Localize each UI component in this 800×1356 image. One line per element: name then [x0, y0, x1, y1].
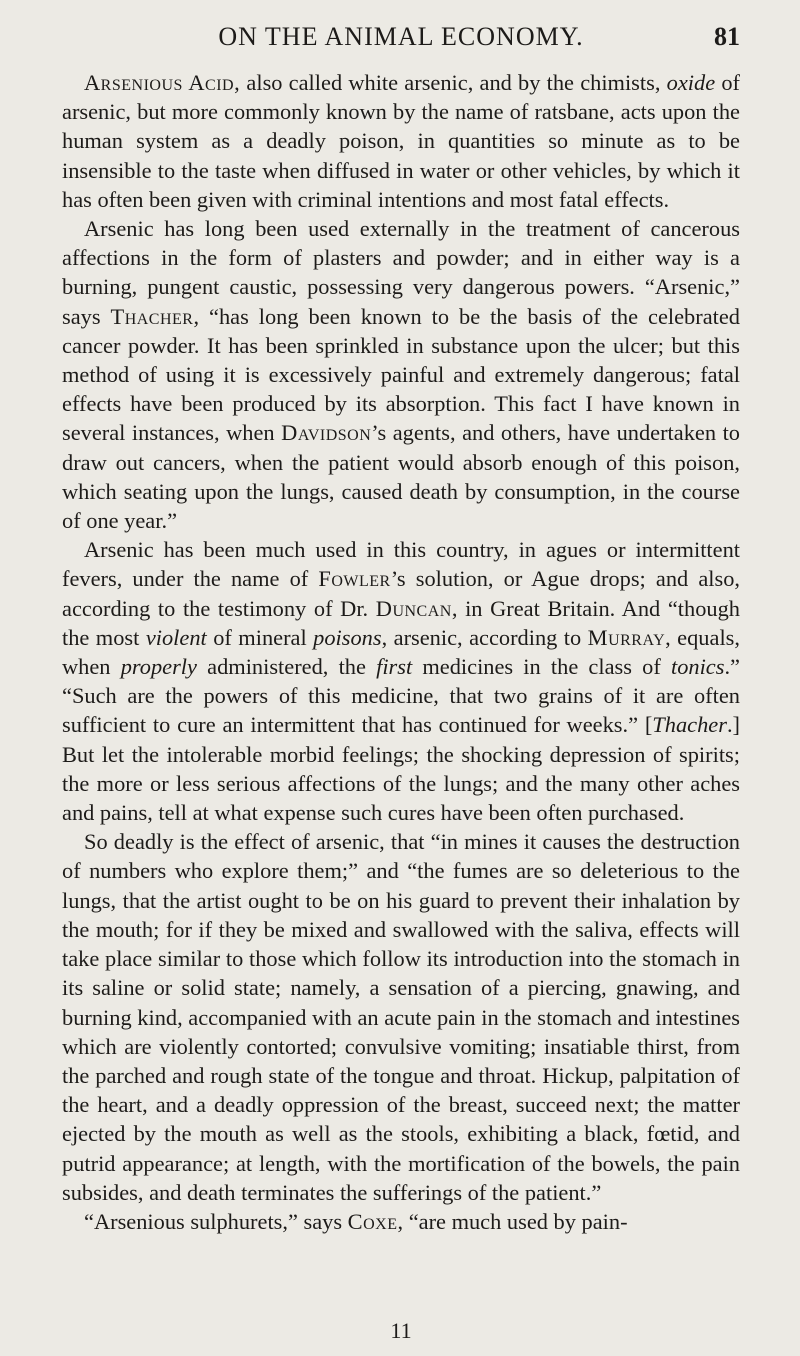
italic-text: properly	[120, 654, 197, 680]
text-run: administered, the	[196, 654, 377, 680]
running-head: ON THE ANIMAL ECONOMY.	[218, 22, 584, 51]
italic-text: first	[376, 654, 413, 680]
small-caps-name: Coxe	[347, 1208, 398, 1234]
text-run: Arsenic has long been used externally in the treatment of cancerous affections in the form of plasters and powder; and in either way is a burning, pungent caustic, possessing very dangerous powers. “Arsenic,” says	[62, 216, 740, 329]
italic-text: violent	[145, 624, 207, 650]
text-run: of mineral	[206, 624, 314, 650]
text-run: .] But let the intolerable morbid feelings; the shocking depression of spirits; the more or less serious affections of the lungs; and the many other aches and pains, tell at what expense such cures have been often purchased.	[62, 712, 740, 826]
text-run: , arsenic, according to	[381, 624, 588, 650]
text-run: , equals, when	[62, 624, 740, 680]
text-run: of arsenic, but more commonly known by the name of ratsbane, acts upon the human system as a deadly poison, in quantities so minute as to be insensible to the taste when diffused in water or other vehicles, by which it has often been given with criminal intentions and most fatal effects.	[62, 70, 740, 212]
text-run: “Arsenious sulphurets,” says	[84, 1208, 348, 1234]
small-caps-name: Thacher	[110, 303, 194, 329]
signature-mark: 11	[390, 1318, 412, 1343]
paragraph	[62, 68, 740, 214]
text-run: , “has long been known to be the basis of the celebrated cancer powder. It has been sprinkled in substance upon the ulcer; but this method of using it is excessively painful and extremely dangerous; fatal effects have been produced by its absorption. This fact I have known in several instances, when	[62, 303, 740, 446]
page-number: 81	[714, 22, 740, 51]
italic-text: tonics	[670, 654, 725, 680]
lead-caps: Arsenious Acid,	[84, 70, 241, 95]
small-caps-name: Davidson	[281, 420, 372, 446]
paragraph	[62, 1207, 740, 1236]
italic-text: Thacher	[652, 712, 727, 738]
page-header	[62, 22, 740, 62]
paragraph	[62, 827, 740, 1207]
text-run: So deadly is the effect of arsenic, that “in mines it causes the destruction of numbers who explore them;” and “the fumes are so deleterious to the lungs, that the artist ought to be on his guard to prevent their inhalation by the mouth; for if they be mixed and swallowed with the saliva, effects will take place similar to those which follow its introduction into the stomach in its saline or solid state; namely, a sensation of a piercing, gnawing, and burning kind, accompanied with an acute pain in the stomach and intestines which are violently contorted; convulsive vomiting; insatiable thirst, from the parched and rough state of the tongue and throat. Hickup, palpitation of the heart, and a deadly oppression of the breast, succeed next; the matter ejected by the mouth as well as the stools, exhibiting a black, fœtid, and putrid appearance; at length, with the mortification of the bowels, the pain subsides, and death terminates the sufferings of the patient.”	[62, 829, 740, 1205]
text-run: , “are much used by pain-	[397, 1208, 628, 1234]
text-run: medicines in the class of	[412, 654, 671, 680]
italic-text: oxide	[666, 70, 716, 95]
body-text	[62, 68, 740, 1236]
small-caps-name: Duncan	[375, 595, 452, 621]
paragraph	[62, 214, 740, 535]
text-run: ’s agents, and others, have undertaken to draw out cancers, when the patient would absorb enough of this poison, which seating upon the lungs, caused death by consumption, in the course of one year.”	[62, 420, 740, 534]
text-run: ’s solution, or Ague drops; and also, according to the testimony of Dr.	[62, 566, 740, 621]
small-caps-name: Fowler	[318, 566, 391, 592]
text-run: .” “Such are the powers of this medicine, that two grains of it are often sufficient to cure an intermittent that has continued for weeks.” [	[62, 654, 740, 738]
text-run: Arsenic has been much used in this country, in agues or intermittent fevers, under the name of	[62, 537, 740, 592]
paragraph	[62, 535, 740, 827]
text-run: , in Great Britain. And “though the most	[62, 595, 740, 650]
small-caps-name: Murray	[587, 624, 666, 650]
text-run: also called white arsenic, and by the chimists,	[240, 70, 667, 95]
italic-text: poisons	[313, 624, 382, 650]
